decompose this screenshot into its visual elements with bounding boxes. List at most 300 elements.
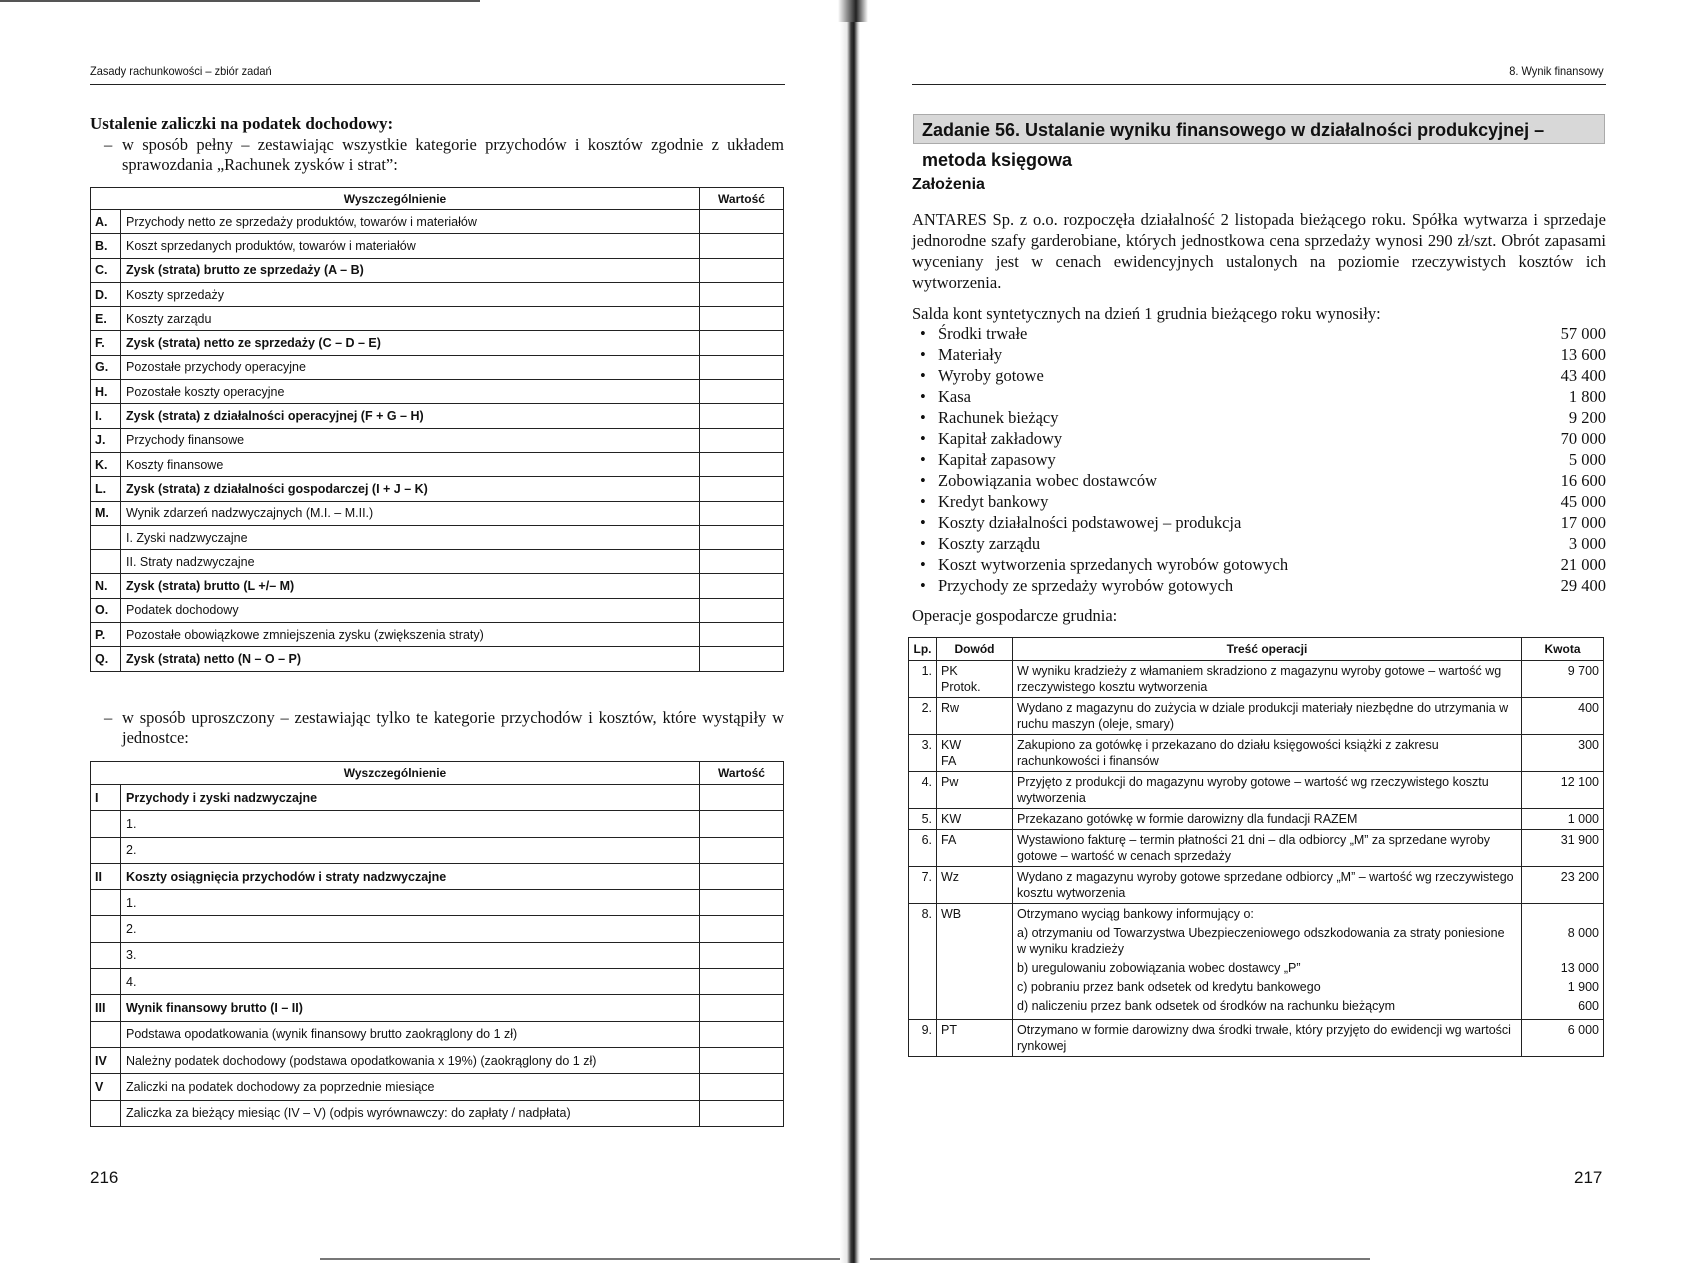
row-value-cell bbox=[700, 452, 784, 476]
bullet: • bbox=[920, 408, 926, 427]
table-row bbox=[91, 307, 784, 331]
row-letter: M. bbox=[91, 501, 121, 525]
bullet: • bbox=[920, 471, 926, 490]
table-row bbox=[91, 863, 784, 889]
dash-bullet: – bbox=[104, 135, 113, 154]
bullet: • bbox=[920, 324, 926, 343]
row-description: Podstawa opodatkowania (wynik finansowy brutto zaokrąglony do 1 zł) bbox=[121, 1021, 700, 1047]
row-description: Pozostałe przychody operacyjne bbox=[121, 355, 700, 379]
row-description: Koszt sprzedanych produktów, towarów i materiałów bbox=[121, 234, 700, 258]
balance-value: 70 000 bbox=[1560, 429, 1606, 448]
table-row bbox=[909, 772, 1604, 809]
row-value-cell bbox=[700, 404, 784, 428]
balance-value: 29 400 bbox=[1560, 576, 1606, 595]
balance-value: 21 000 bbox=[1560, 555, 1606, 574]
row-value-cell bbox=[700, 477, 784, 501]
row-value-cell bbox=[700, 623, 784, 647]
bullet: • bbox=[920, 429, 926, 448]
row-letter: H. bbox=[91, 380, 121, 404]
column-header-document: Dowód bbox=[937, 638, 1013, 661]
row-letter: P. bbox=[91, 623, 121, 647]
balance-item bbox=[920, 365, 1606, 386]
operation-content bbox=[1013, 698, 1522, 735]
bullet: • bbox=[920, 555, 926, 574]
row-description: 1. bbox=[121, 890, 700, 916]
row-letter: A. bbox=[91, 210, 121, 234]
row-value-cell bbox=[700, 647, 784, 671]
header-rule-left bbox=[90, 84, 785, 85]
operation-line-amount: 12 100 bbox=[1560, 775, 1599, 789]
book-spine-shadow-top bbox=[838, 0, 868, 22]
balance-value: 57 000 bbox=[1560, 324, 1606, 343]
row-value-cell bbox=[700, 1100, 784, 1126]
balance-value: 17 000 bbox=[1560, 513, 1606, 532]
operation-line-amount: 300 bbox=[1578, 738, 1599, 752]
method-full-paragraph bbox=[104, 135, 784, 175]
operation-line-amount: 23 200 bbox=[1560, 870, 1599, 884]
document-code: FA bbox=[941, 833, 957, 847]
operation-line-amount: 1 000 bbox=[1567, 812, 1599, 826]
balance-account-name: Kredyt bankowy bbox=[938, 492, 1049, 511]
document-code: KW bbox=[941, 812, 962, 826]
operation-content bbox=[1013, 830, 1522, 867]
operation-line-amount: 6 000 bbox=[1567, 1023, 1599, 1037]
operation-line: Wydano z magazynu do zużycia w dziale produkcji materiały niezbędne do utrzymania w ruchu maszyn (oleje, smary) bbox=[1017, 701, 1509, 731]
operation-amount bbox=[1522, 735, 1604, 772]
balance-item bbox=[920, 491, 1606, 512]
operation-line: Otrzymano wyciąg bankowy informujący o: bbox=[1017, 907, 1254, 921]
column-header-content: Treść operacji bbox=[1013, 638, 1522, 661]
balance-value: 3 000 bbox=[1568, 534, 1606, 553]
row-description: Zysk (strata) netto (N – O – P) bbox=[121, 647, 700, 671]
balance-account-name: Środki trwałe bbox=[938, 324, 1028, 343]
operation-document bbox=[937, 772, 1013, 809]
row-letter: B. bbox=[91, 234, 121, 258]
table-row bbox=[91, 258, 784, 282]
row-description: Przychody finansowe bbox=[121, 428, 700, 452]
table-row bbox=[91, 598, 784, 622]
dash-bullet: – bbox=[104, 708, 113, 727]
row-letter: IV bbox=[91, 1047, 121, 1073]
row-description: Przychody netto ze sprzedaży produktów, towarów i materiałów bbox=[121, 210, 700, 234]
document-code: KW bbox=[941, 738, 962, 752]
balances-list bbox=[920, 323, 1606, 596]
operation-content bbox=[1013, 1020, 1522, 1057]
row-description: Koszty zarządu bbox=[121, 307, 700, 331]
row-description: 1. bbox=[121, 811, 700, 837]
bullet: • bbox=[920, 387, 926, 406]
operation-amount bbox=[1522, 772, 1604, 809]
document-code: WB bbox=[941, 907, 962, 921]
row-value-cell bbox=[700, 525, 784, 549]
balance-value: 45 000 bbox=[1560, 492, 1606, 511]
row-description: Zaliczki na podatek dochodowy za poprzednie miesiące bbox=[121, 1074, 700, 1100]
operation-line-amount: 1 900 bbox=[1567, 980, 1599, 994]
row-description: Wynik zdarzeń nadzwyczajnych (M.I. – M.II.) bbox=[121, 501, 700, 525]
row-value-cell bbox=[700, 234, 784, 258]
row-letter: F. bbox=[91, 331, 121, 355]
row-letter bbox=[91, 1100, 121, 1126]
row-letter: N. bbox=[91, 574, 121, 598]
operation-line: Wydano z magazynu wyroby gotowe sprzedane odbiorcy „M” – wartość wg rzeczywistego kosztu wytworzenia bbox=[1017, 870, 1514, 900]
row-letter: V bbox=[91, 1074, 121, 1100]
table-row bbox=[91, 452, 784, 476]
operation-number: 1. bbox=[909, 661, 937, 698]
row-description: 2. bbox=[121, 837, 700, 863]
row-description: Zaliczka za bieżący miesiąc (IV – V) (odpis wyrównawczy: do zapłaty / nadpłata) bbox=[121, 1100, 700, 1126]
row-value-cell bbox=[700, 969, 784, 995]
table-row bbox=[91, 837, 784, 863]
row-description: Koszty sprzedaży bbox=[121, 282, 700, 306]
operation-document bbox=[937, 904, 1013, 1020]
row-description: Pozostałe koszty operacyjne bbox=[121, 380, 700, 404]
row-value-cell bbox=[700, 258, 784, 282]
operation-number: 5. bbox=[909, 809, 937, 830]
row-letter: G. bbox=[91, 355, 121, 379]
row-letter bbox=[91, 837, 121, 863]
column-header-description: Wyszczególnienie bbox=[91, 762, 700, 785]
balance-item bbox=[920, 386, 1606, 407]
balance-value: 16 600 bbox=[1560, 471, 1606, 490]
table-row bbox=[91, 785, 784, 811]
balance-account-name: Koszty zarządu bbox=[938, 534, 1041, 553]
row-letter bbox=[91, 1021, 121, 1047]
operation-amount bbox=[1522, 698, 1604, 735]
table-row bbox=[91, 477, 784, 501]
table-row bbox=[91, 890, 784, 916]
operation-number: 8. bbox=[909, 904, 937, 1020]
operation-content bbox=[1013, 735, 1522, 772]
row-description: I. Zyski nadzwyczajne bbox=[121, 525, 700, 549]
operation-line-amount bbox=[1526, 906, 1599, 922]
operation-line: c) pobraniu przez bank odsetek od kredytu bankowego bbox=[1017, 980, 1321, 994]
table-row bbox=[91, 995, 784, 1021]
balance-account-name: Koszt wytworzenia sprzedanych wyrobów gotowych bbox=[938, 555, 1289, 574]
balance-account-name: Rachunek bieżący bbox=[938, 408, 1059, 427]
balance-value: 43 400 bbox=[1560, 366, 1606, 385]
row-description: 2. bbox=[121, 916, 700, 942]
row-letter: III bbox=[91, 995, 121, 1021]
operation-document bbox=[937, 735, 1013, 772]
table-row bbox=[909, 698, 1604, 735]
row-description: 4. bbox=[121, 969, 700, 995]
operation-content bbox=[1013, 661, 1522, 698]
row-letter: K. bbox=[91, 452, 121, 476]
table-row bbox=[91, 428, 784, 452]
balance-account-name: Materiały bbox=[938, 345, 1003, 364]
operation-content bbox=[1013, 867, 1522, 904]
table-row bbox=[91, 331, 784, 355]
row-letter: I bbox=[91, 785, 121, 811]
row-value-cell bbox=[700, 380, 784, 404]
operation-document bbox=[937, 809, 1013, 830]
balance-account-name: Kapitał zakładowy bbox=[938, 429, 1063, 448]
header-rule-right bbox=[912, 84, 1606, 85]
balances-intro: Salda kont syntetycznych na dzień 1 grudnia bieżącego roku wynosiły: bbox=[912, 304, 1381, 323]
row-value-cell bbox=[700, 942, 784, 968]
operation-amount bbox=[1522, 830, 1604, 867]
document-code: Protok. bbox=[941, 680, 981, 694]
row-description: Zysk (strata) netto ze sprzedaży (C – D – E) bbox=[121, 331, 700, 355]
book-spine-shadow bbox=[840, 0, 860, 1263]
row-letter: II bbox=[91, 863, 121, 889]
row-description: Pozostałe obowiązkowe zmniejszenia zysku (zwiększenia straty) bbox=[121, 623, 700, 647]
simplified-tax-table bbox=[90, 761, 784, 1127]
scan-edge-line bbox=[320, 1258, 840, 1260]
table-row bbox=[91, 1021, 784, 1047]
row-description: Należny podatek dochodowy (podstawa opodatkowania x 19%) (zaokrąglony do 1 zł) bbox=[121, 1047, 700, 1073]
row-description: Zysk (strata) z działalności operacyjnej (F + G – H) bbox=[121, 404, 700, 428]
operation-line-amount: 600 bbox=[1578, 999, 1599, 1013]
row-value-cell bbox=[700, 574, 784, 598]
balance-item bbox=[920, 575, 1606, 596]
row-value-cell bbox=[700, 785, 784, 811]
row-letter bbox=[91, 916, 121, 942]
row-description: Zysk (strata) z działalności gospodarczej (I + J – K) bbox=[121, 477, 700, 501]
row-letter bbox=[91, 890, 121, 916]
table-row bbox=[91, 811, 784, 837]
table-row bbox=[91, 210, 784, 234]
column-header-description: Wyszczególnienie bbox=[91, 188, 700, 210]
row-value-cell bbox=[700, 863, 784, 889]
operation-line: a) otrzymaniu od Towarzystwa Ubezpieczeniowego odszkodowania za straty poniesione w wyniku kradzieży bbox=[1017, 926, 1505, 956]
table-header-row bbox=[91, 188, 784, 210]
row-letter: E. bbox=[91, 307, 121, 331]
table-row bbox=[91, 501, 784, 525]
operation-line: Przekazano gotówkę w formie darowizny dla fundacji RAZEM bbox=[1017, 812, 1358, 826]
row-description: Koszty osiągnięcia przychodów i straty nadzwyczajne bbox=[121, 863, 700, 889]
task-title-banner: Zadanie 56. Ustalanie wyniku finansowego w działalności produkcyjnej – metoda księgowa bbox=[913, 114, 1605, 144]
table-row bbox=[909, 867, 1604, 904]
row-description: Wynik finansowy brutto (I – II) bbox=[121, 995, 700, 1021]
row-value-cell bbox=[700, 811, 784, 837]
table-row bbox=[91, 1100, 784, 1126]
balance-account-name: Kapitał zapasowy bbox=[938, 450, 1056, 469]
bullet: • bbox=[920, 450, 926, 469]
table-row bbox=[909, 735, 1604, 772]
row-description: Przychody i zyski nadzwyczajne bbox=[121, 785, 700, 811]
running-head-left: Zasady rachunkowości – zbiór zadań bbox=[90, 64, 272, 78]
column-header-lp: Lp. bbox=[909, 638, 937, 661]
row-value-cell bbox=[700, 331, 784, 355]
balance-value: 5 000 bbox=[1568, 450, 1606, 469]
row-letter: J. bbox=[91, 428, 121, 452]
operation-number: 6. bbox=[909, 830, 937, 867]
operation-number: 7. bbox=[909, 867, 937, 904]
row-description: II. Straty nadzwyczajne bbox=[121, 550, 700, 574]
document-code: Rw bbox=[941, 701, 960, 715]
operation-line: d) naliczeniu przez bank odsetek od środków na rachunku bieżącym bbox=[1017, 999, 1395, 1013]
page-number-right: 217 bbox=[1574, 1168, 1603, 1187]
table-row bbox=[91, 404, 784, 428]
operation-document bbox=[937, 698, 1013, 735]
method-simplified-text: w sposób uproszczony – zestawiając tylko te kategorie przychodów i kosztów, które wystąpiły w jednostce: bbox=[122, 708, 784, 747]
bullet: • bbox=[920, 345, 926, 364]
operation-line-amount: 8 000 bbox=[1567, 926, 1599, 940]
bullet: • bbox=[920, 534, 926, 553]
table-row bbox=[91, 282, 784, 306]
table-row bbox=[91, 647, 784, 671]
row-description: 3. bbox=[121, 942, 700, 968]
document-code: PK bbox=[941, 664, 958, 678]
operation-number: 9. bbox=[909, 1020, 937, 1057]
row-value-cell bbox=[700, 501, 784, 525]
row-value-cell bbox=[700, 550, 784, 574]
operation-line: Przyjęto z produkcji do magazynu wyroby gotowe – wartość wg rzeczywistego kosztu wytworzenia bbox=[1017, 775, 1489, 805]
row-letter: O. bbox=[91, 598, 121, 622]
row-description: Podatek dochodowy bbox=[121, 598, 700, 622]
balance-account-name: Wyroby gotowe bbox=[938, 366, 1044, 385]
table-row bbox=[909, 830, 1604, 867]
operation-line-amount: 9 700 bbox=[1567, 664, 1599, 678]
operation-document bbox=[937, 830, 1013, 867]
table-row bbox=[91, 355, 784, 379]
operation-line: Wystawiono fakturę – termin płatności 21 dni – dla odbiorcy „M” za sprzedane wyroby gotowe – wartość w cenach sprzedaży bbox=[1017, 833, 1491, 863]
document-code: FA bbox=[941, 754, 957, 768]
page-number-left: 216 bbox=[90, 1168, 119, 1187]
row-value-cell bbox=[700, 307, 784, 331]
balance-item bbox=[920, 344, 1606, 365]
table-row bbox=[91, 380, 784, 404]
intro-paragraph: ANTARES Sp. z o.o. rozpoczęła działalność 2 listopada bieżącego roku. Spółka wytwarza i sprzedaje jednorodne szafy garderobiane, których jednostkowa cena sprzedaży wynosi 290 zł/szt. Obrót zapasami wyceniany jest w cenach ewidencyjnych ustalonych na poziomie rzeczywistych kosztów ich wytworzenia. bbox=[912, 210, 1606, 292]
operation-line-amount: 31 900 bbox=[1560, 833, 1599, 847]
balance-item bbox=[920, 554, 1606, 575]
table-row bbox=[91, 916, 784, 942]
column-header-amount: Kwota bbox=[1522, 638, 1604, 661]
operation-document bbox=[937, 1020, 1013, 1057]
operation-content bbox=[1013, 904, 1522, 1020]
bullet: • bbox=[920, 576, 926, 595]
operation-line: b) uregulowaniu zobowiązania wobec dostawcy „P” bbox=[1017, 961, 1301, 975]
table-row bbox=[91, 1047, 784, 1073]
balance-item bbox=[920, 428, 1606, 449]
balance-item bbox=[920, 470, 1606, 491]
operations-intro: Operacje gospodarcze grudnia: bbox=[912, 606, 1118, 625]
income-statement-table bbox=[90, 187, 784, 672]
table-row bbox=[909, 809, 1604, 830]
row-value-cell bbox=[700, 355, 784, 379]
balance-account-name: Przychody ze sprzedaży wyrobów gotowych bbox=[938, 576, 1234, 595]
operation-number: 2. bbox=[909, 698, 937, 735]
row-value-cell bbox=[700, 1021, 784, 1047]
balance-item bbox=[920, 533, 1606, 554]
table-row bbox=[91, 574, 784, 598]
table-row bbox=[91, 234, 784, 258]
row-value-cell bbox=[700, 598, 784, 622]
document-code: Pw bbox=[941, 775, 959, 789]
bullet: • bbox=[920, 366, 926, 385]
row-letter: L. bbox=[91, 477, 121, 501]
row-letter bbox=[91, 525, 121, 549]
row-value-cell bbox=[700, 916, 784, 942]
balance-item bbox=[920, 512, 1606, 533]
table-row bbox=[91, 969, 784, 995]
balance-account-name: Kasa bbox=[938, 387, 971, 406]
table-row bbox=[91, 550, 784, 574]
row-value-cell bbox=[700, 1074, 784, 1100]
table-row bbox=[91, 525, 784, 549]
row-value-cell bbox=[700, 890, 784, 916]
row-description: Koszty finansowe bbox=[121, 452, 700, 476]
row-description: Zysk (strata) brutto (L +/– M) bbox=[121, 574, 700, 598]
operation-line: Otrzymano w formie darowizny dwa środki trwałe, który przyjęto do ewidencji wg wartości rynkowej bbox=[1017, 1023, 1511, 1053]
assumptions-heading: Założenia bbox=[912, 176, 985, 193]
table-row bbox=[91, 1074, 784, 1100]
row-value-cell bbox=[700, 837, 784, 863]
table-row bbox=[909, 661, 1604, 698]
operation-number: 3. bbox=[909, 735, 937, 772]
balance-item bbox=[920, 449, 1606, 470]
row-value-cell bbox=[700, 282, 784, 306]
operation-amount bbox=[1522, 904, 1604, 1020]
operation-content bbox=[1013, 772, 1522, 809]
scan-edge-line bbox=[870, 1258, 1370, 1260]
operation-amount bbox=[1522, 809, 1604, 830]
balance-item bbox=[920, 323, 1606, 344]
row-value-cell bbox=[700, 210, 784, 234]
column-header-value: Wartość bbox=[700, 762, 784, 785]
row-letter: I. bbox=[91, 404, 121, 428]
table-header-row bbox=[909, 638, 1604, 661]
row-value-cell bbox=[700, 1047, 784, 1073]
row-description: Zysk (strata) brutto ze sprzedaży (A – B) bbox=[121, 258, 700, 282]
operation-document bbox=[937, 867, 1013, 904]
operation-line-amount: 13 000 bbox=[1560, 961, 1599, 975]
table-row bbox=[909, 904, 1604, 1020]
operation-content bbox=[1013, 809, 1522, 830]
operation-document bbox=[937, 661, 1013, 698]
operation-number: 4. bbox=[909, 772, 937, 809]
method-simplified-paragraph bbox=[104, 708, 784, 748]
row-letter: C. bbox=[91, 258, 121, 282]
section-heading: Ustalenie zaliczki na podatek dochodowy: bbox=[90, 114, 394, 133]
operation-amount bbox=[1522, 661, 1604, 698]
balance-account-name: Koszty działalności podstawowej – produkcja bbox=[938, 513, 1242, 532]
operation-line: W wyniku kradzieży z włamaniem skradziono z magazynu wyroby gotowe – wartość wg rzeczywistego kosztu wytworzenia bbox=[1017, 664, 1502, 694]
running-head-right: 8. Wynik finansowy bbox=[1509, 64, 1604, 78]
row-letter: D. bbox=[91, 282, 121, 306]
column-header-value: Wartość bbox=[700, 188, 784, 210]
document-code: Wz bbox=[941, 870, 960, 884]
table-row bbox=[909, 1020, 1604, 1057]
bullet: • bbox=[920, 492, 926, 511]
operation-line-amount: 400 bbox=[1578, 701, 1599, 715]
balance-value: 13 600 bbox=[1560, 345, 1606, 364]
operation-amount bbox=[1522, 1020, 1604, 1057]
balance-value: 9 200 bbox=[1568, 408, 1606, 427]
operations-table bbox=[908, 637, 1604, 1057]
row-letter bbox=[91, 550, 121, 574]
method-full-text: w sposób pełny – zestawiając wszystkie kategorie przychodów i kosztów zgodnie z układem sprawozdania „Rachunek zysków i strat”: bbox=[122, 135, 784, 174]
balance-account-name: Zobowiązania wobec dostawców bbox=[938, 471, 1158, 490]
table-header-row bbox=[91, 762, 784, 785]
row-letter bbox=[91, 942, 121, 968]
balance-value: 1 800 bbox=[1568, 387, 1606, 406]
table-row bbox=[91, 623, 784, 647]
row-value-cell bbox=[700, 428, 784, 452]
scan-edge-line bbox=[0, 0, 480, 2]
operation-line: Zakupiono za gotówkę i przekazano do działu księgowości książki z zakresu rachunkowości i finansów bbox=[1017, 738, 1439, 768]
table-row bbox=[91, 942, 784, 968]
bullet: • bbox=[920, 513, 926, 532]
row-letter bbox=[91, 811, 121, 837]
operation-amount bbox=[1522, 867, 1604, 904]
row-value-cell bbox=[700, 995, 784, 1021]
document-code: PT bbox=[941, 1023, 957, 1037]
row-letter bbox=[91, 969, 121, 995]
balance-item bbox=[920, 407, 1606, 428]
row-letter: Q. bbox=[91, 647, 121, 671]
